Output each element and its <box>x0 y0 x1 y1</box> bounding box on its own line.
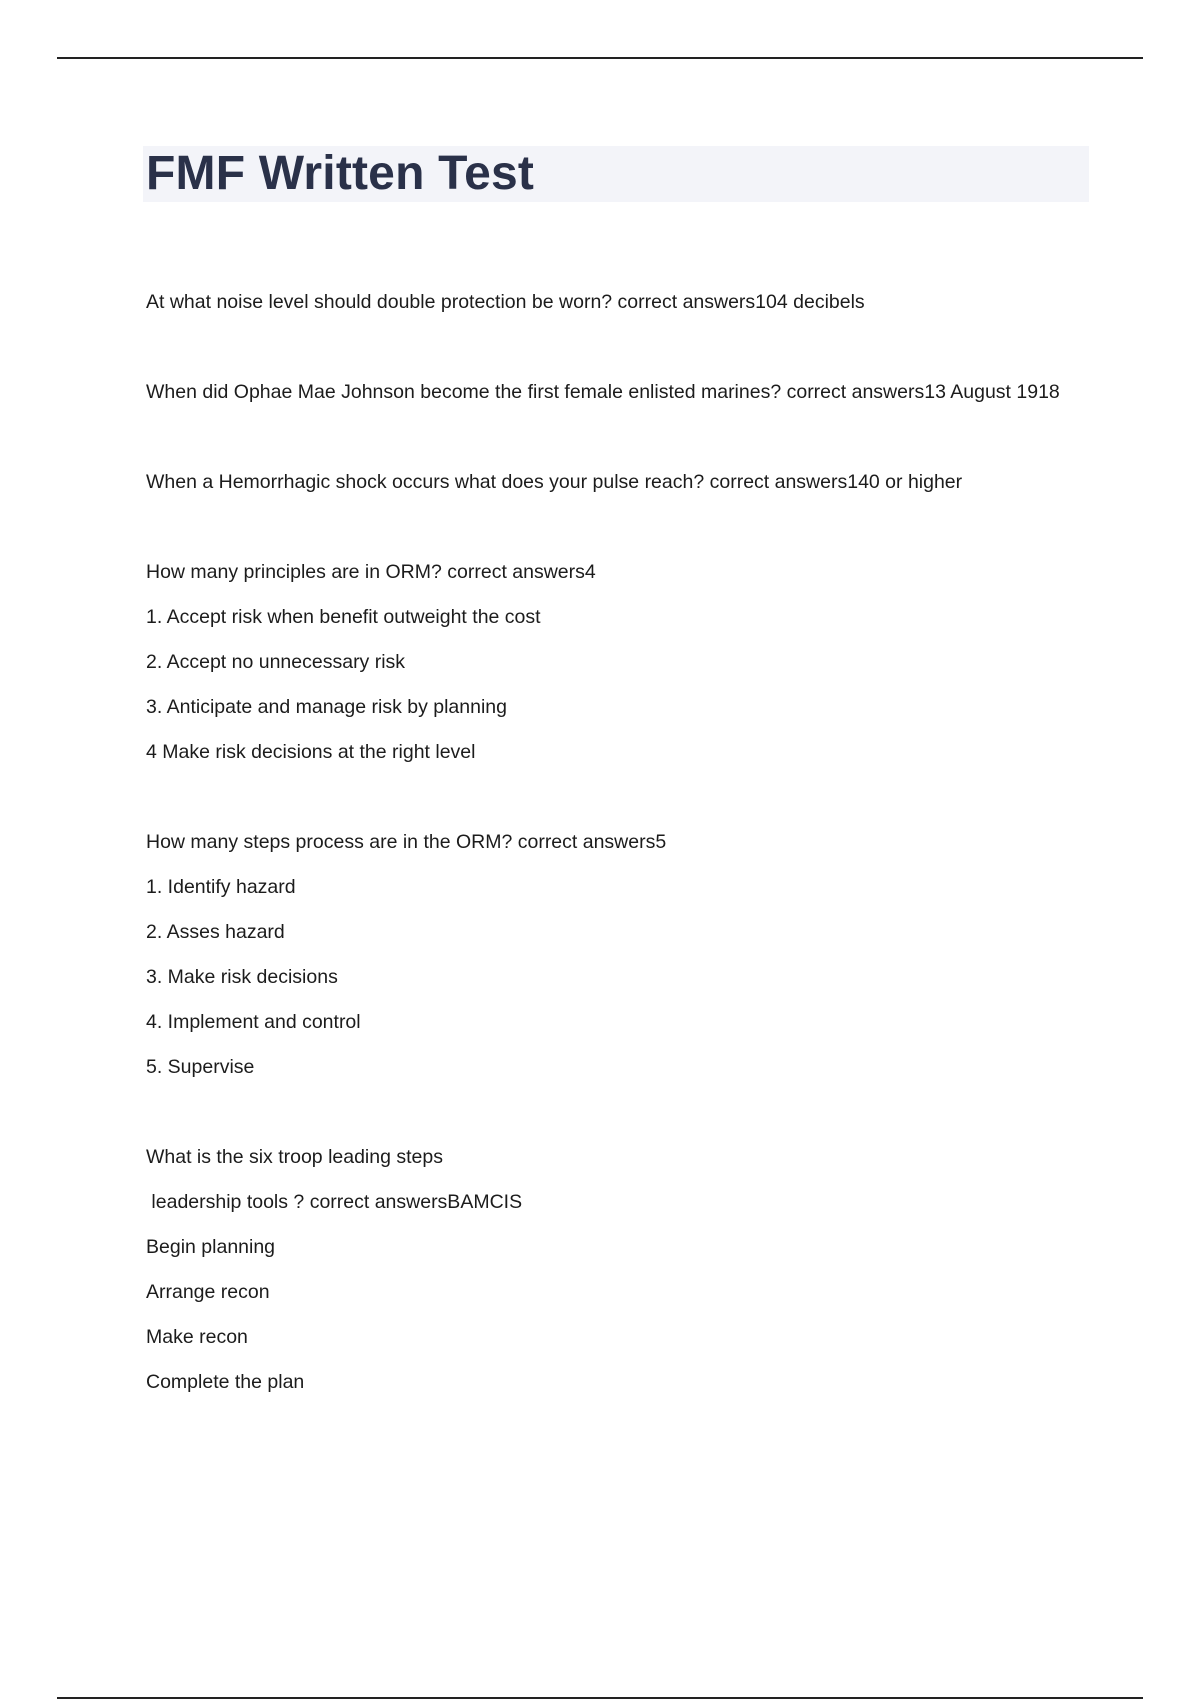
qa-line: Complete the plan <box>146 1371 305 1393</box>
top-rule <box>57 57 1143 59</box>
qa-line: 4. Implement and control <box>146 1011 361 1033</box>
qa-line: Begin planning <box>146 1236 276 1258</box>
qa-block <box>146 828 1076 1081</box>
qa-line: How many steps process are in the ORM? correct answers5 <box>146 831 667 853</box>
bottom-rule <box>57 1697 1143 1699</box>
qa-block <box>146 468 1076 496</box>
qa-line: Arrange recon <box>146 1281 270 1303</box>
qa-line: 3. Anticipate and manage risk by planning <box>146 696 507 718</box>
qa-line: When a Hemorrhagic shock occurs what does your pulse reach? correct answers140 or higher <box>146 471 963 493</box>
qa-block <box>146 558 1076 766</box>
qa-line: When did Ophae Mae Johnson become the first female enlisted marines? correct answers13 August 1918 <box>146 381 1060 403</box>
qa-line: 2. Accept no unnecessary risk <box>146 651 406 673</box>
qa-line: 2. Asses hazard <box>146 921 285 943</box>
qa-block <box>146 1143 1076 1396</box>
qa-line: 1. Accept risk when benefit outweight the cost <box>146 606 541 628</box>
qa-line: 5. Supervise <box>146 1056 255 1078</box>
qa-line: Make recon <box>146 1326 248 1348</box>
qa-block <box>146 288 1076 316</box>
qa-line: How many principles are in ORM? correct answers4 <box>146 561 596 583</box>
qa-line: What is the six troop leading steps <box>146 1146 443 1168</box>
qa-line: At what noise level should double protection be worn? correct answers104 decibels <box>146 291 865 313</box>
document-body <box>146 288 1076 1396</box>
page-title: FMF Written Test <box>146 147 535 200</box>
qa-block <box>146 378 1076 406</box>
qa-line: 4 Make risk decisions at the right level <box>146 741 476 763</box>
qa-line: leadership tools ? correct answersBAMCIS <box>146 1191 523 1213</box>
qa-line: 1. Identify hazard <box>146 876 296 898</box>
qa-line: 3. Make risk decisions <box>146 966 338 988</box>
